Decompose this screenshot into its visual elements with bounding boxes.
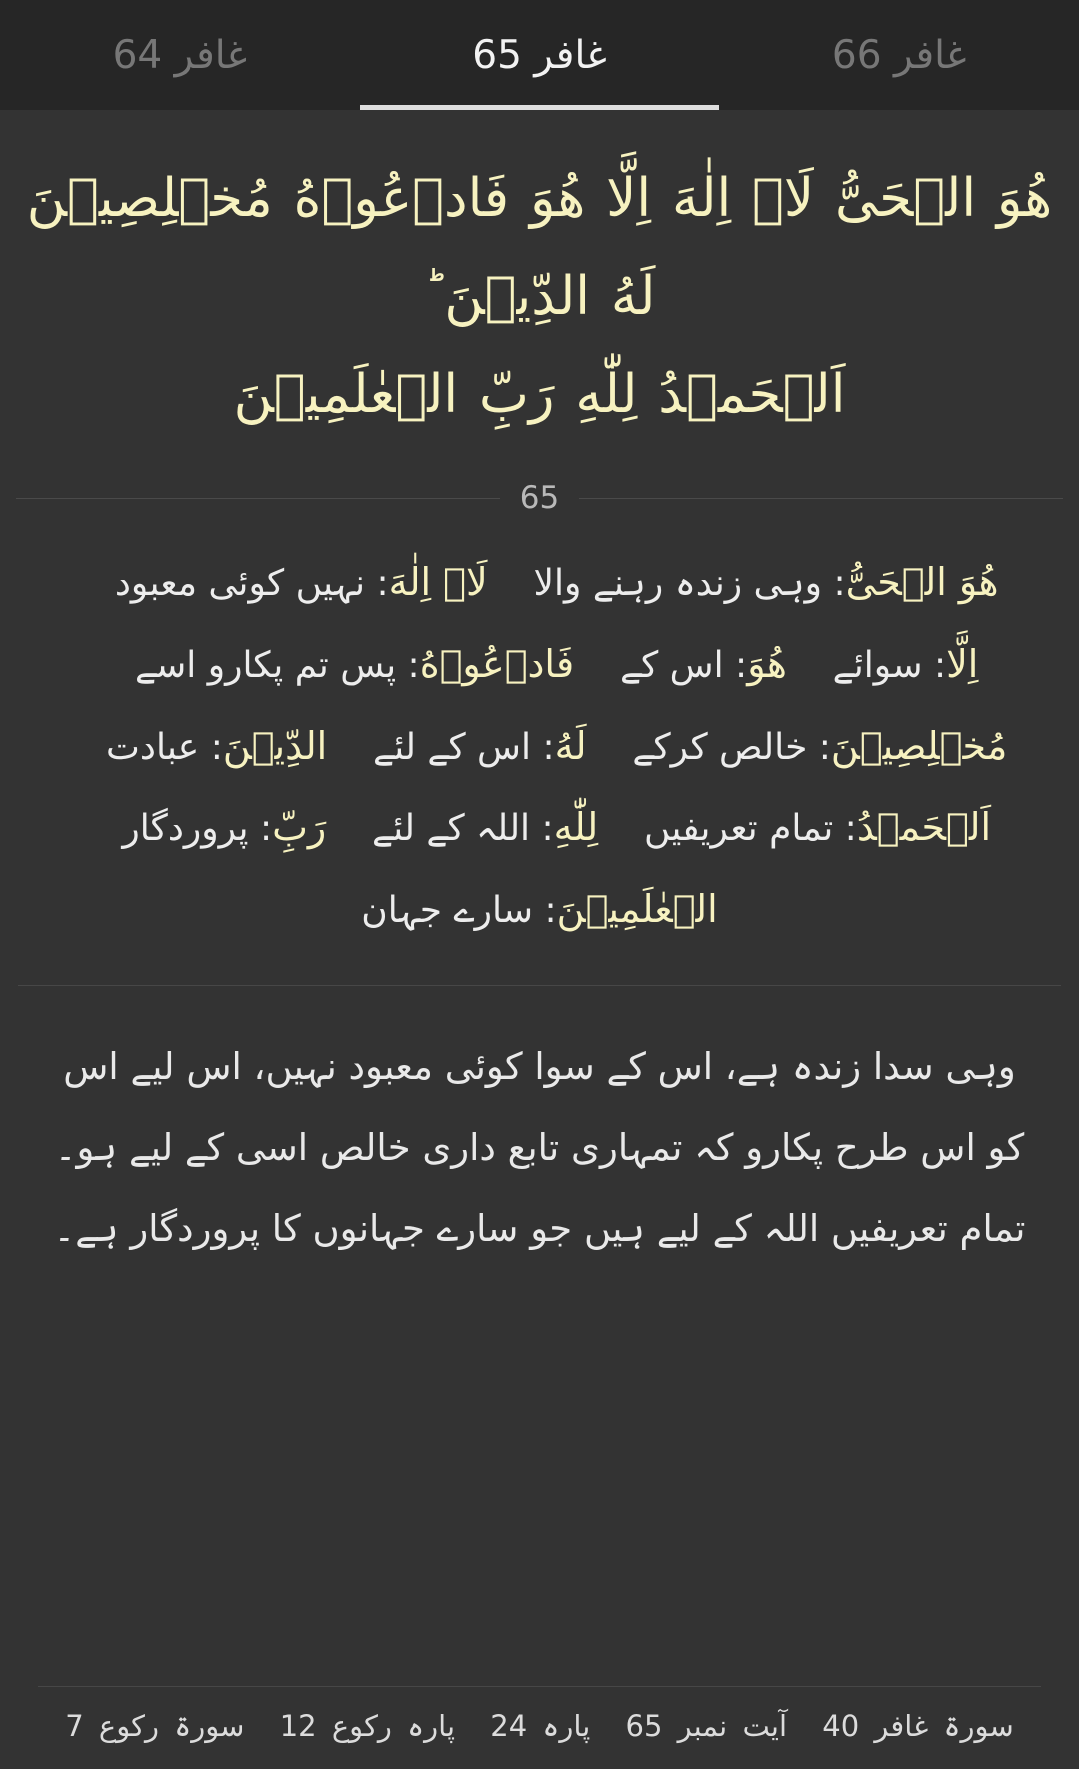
word-urdu: سارے جہان [361, 889, 534, 931]
tab-ghafir-65[interactable] [360, 0, 720, 110]
tab-ghafir-64[interactable] [0, 0, 360, 110]
footer-para: پارہ 24 [490, 1709, 591, 1743]
word-urdu: اللہ کے لئے [372, 808, 531, 850]
word-meaning-item: مُخۡلِصِيۡنَ: خالص کرکے [632, 723, 1008, 768]
footer-para-ruku: پارہ رکوع 12 [279, 1709, 456, 1743]
word-arabic: اِلَّا [946, 641, 979, 686]
word-urdu: اس کے لئے [373, 726, 532, 768]
word-arabic: لَاۤ اِلٰهَ [388, 560, 488, 605]
word-urdu: خالص کرکے [632, 726, 808, 768]
word-arabic: الدِّيۡنَ [222, 723, 328, 768]
ayah-content-pane [0, 110, 1079, 1769]
surah-tab-bar[interactable] [0, 0, 1079, 110]
tab-label: غافر 66 [831, 32, 967, 78]
footer-surah: سورۃ غافر 40 [822, 1709, 1014, 1743]
word-arabic: مُخۡلِصِيۡنَ [830, 723, 1008, 768]
word-urdu: پروردگار [122, 808, 249, 850]
urdu-translation: وہی سدا زندہ ہے، اس کے سوا کوئی معبود نہیں، اس لیے اس کو اس طرح پکارو کہ تمہاری تابع داری خالص اسی کے لیے ہو۔ تمام تعریفیں اللہ کے لیے ہیں جو سارے جہانوں کا پروردگار ہے۔ [53, 1044, 1026, 1251]
word-meaning-item: لِلّٰهِ: اللہ کے لئے [372, 805, 599, 850]
word-urdu: اس کے [619, 644, 724, 686]
word-meaning-item: لَهُ: اس کے لئے [373, 723, 587, 768]
word-arabic: رَبِّ [272, 805, 327, 850]
footer-surah-ruku: سورۃ رکوع 7 [65, 1709, 245, 1743]
word-urdu: عبادت [106, 726, 200, 768]
word-meaning-item: لَاۤ اِلٰهَ: نہیں کوئی معبود [114, 560, 488, 605]
word-by-word-meanings [0, 516, 1079, 970]
tab-label: غافر 65 [472, 32, 607, 78]
ayah-arabic-block [0, 110, 1079, 454]
word-arabic: الۡعٰلَمِيۡنَ [556, 886, 718, 931]
word-arabic: فَادۡعُوۡهُ [419, 641, 575, 686]
word-urdu: تمام تعریفیں [643, 808, 834, 850]
footer-ayah-number: آیت نمبر 65 [625, 1709, 788, 1743]
word-meaning-item: الۡعٰلَمِيۡنَ: سارے جہان [361, 886, 718, 931]
tab-label: غافر 64 [112, 32, 248, 78]
word-meaning-item: اَلۡحَمۡدُ: تمام تعریفیں [643, 805, 991, 850]
ayah-arabic-line-1: هُوَ الۡحَىُّ لَاۤ اِلٰهَ اِلَّا هُوَ فَادۡعُوۡهُ مُخۡلِصِيۡنَ لَهُ الدِّيۡنَ ؕ [26, 168, 1053, 328]
word-urdu: سوائے [832, 644, 923, 686]
ayah-reference-footer [0, 1668, 1079, 1769]
tab-ghafir-66[interactable] [719, 0, 1079, 110]
divider-left [579, 498, 1063, 499]
word-meaning-item: الدِّيۡنَ: عبادت [106, 723, 328, 768]
word-meaning-item: هُوَ الۡحَىُّ: وہی زندہ رہنے والا [533, 560, 999, 605]
word-meaning-item: اِلَّا: سوائے [832, 641, 979, 686]
word-arabic: لِلّٰهِ [553, 805, 599, 850]
word-urdu: وہی زندہ رہنے والا [533, 563, 823, 605]
word-arabic: اَلۡحَمۡدُ [856, 805, 991, 850]
ayah-number: 65 [519, 480, 560, 517]
footer-divider [38, 1686, 1041, 1687]
ayah-arabic-line-2: اَلۡحَمۡدُ لِلّٰهِ رَبِّ الۡعٰلَمِيۡنَ [233, 364, 846, 426]
ayah-number-row [0, 480, 1079, 516]
word-meaning-item: رَبِّ: پروردگار [122, 805, 327, 850]
word-arabic: هُوَ الۡحَىُّ [845, 560, 999, 605]
word-urdu: نہیں کوئی معبود [114, 563, 366, 605]
word-arabic: لَهُ [554, 723, 587, 768]
word-arabic: هُوَ [747, 641, 787, 686]
divider-right [16, 498, 500, 499]
word-urdu: پس تم پکارو اسے [134, 644, 397, 686]
word-meaning-item: فَادۡعُوۡهُ: پس تم پکارو اسے [134, 641, 575, 686]
section-divider [18, 985, 1061, 986]
word-meaning-item: هُوَ: اس کے [619, 641, 787, 686]
